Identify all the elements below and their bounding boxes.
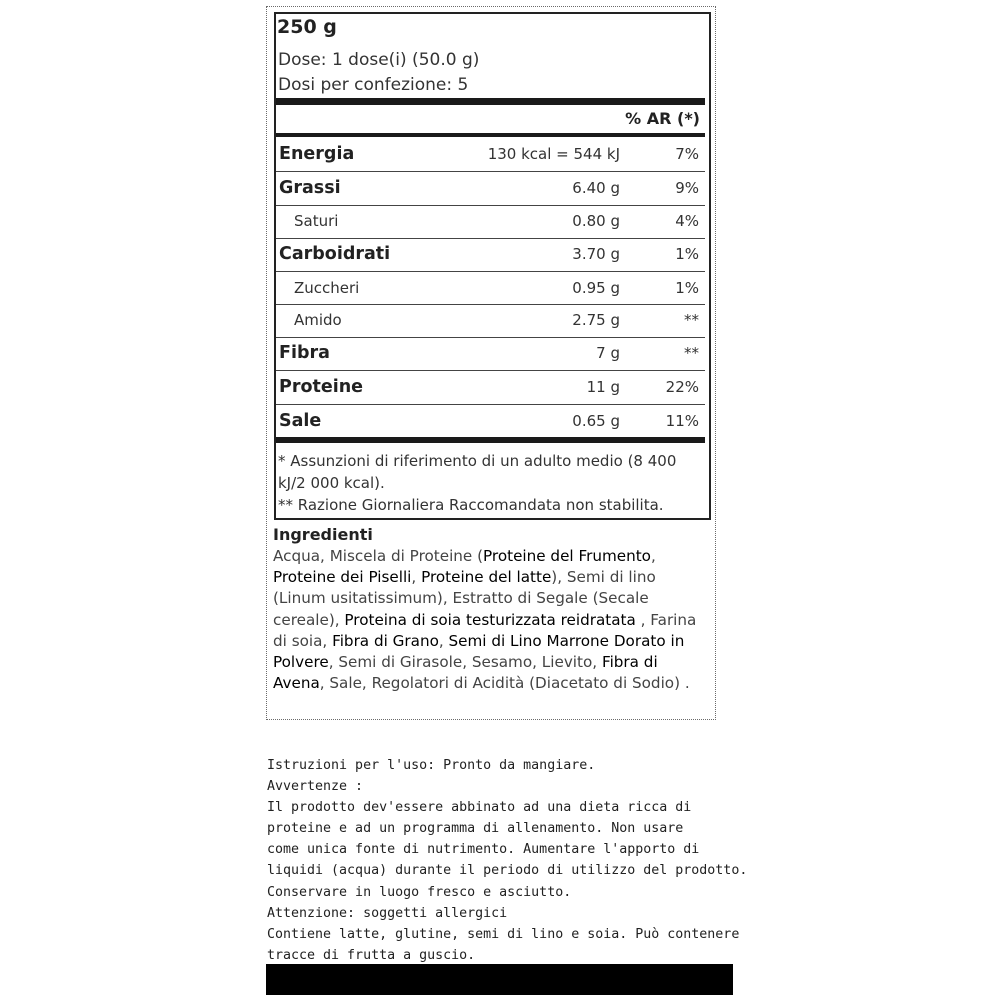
nutrient-value: 11 g	[586, 378, 620, 396]
instruction-line: Conservare in luogo fresco e asciutto.	[267, 884, 572, 900]
ingredient-allergen: Fibra di Avena	[273, 653, 658, 693]
nutrient-row-carboidrati	[276, 238, 705, 271]
nutrient-percent: 22%	[665, 378, 699, 396]
nutrient-percent: 9%	[675, 179, 699, 197]
nutrient-name: Amido	[294, 311, 342, 329]
ingredient-allergen: Proteina di soia testurizzata reidratata	[344, 610, 636, 629]
nutrient-value: 7 g	[596, 344, 620, 362]
servings-per-package: Dosi per confezione: 5	[278, 75, 469, 95]
ingredient-text: Acqua, Miscela di Proteine (	[273, 547, 484, 565]
nutrient-value: 0.80 g	[572, 212, 620, 230]
instruction-line: Attenzione: soggetti allergici	[267, 905, 508, 921]
ingredient-text: ,	[411, 568, 422, 587]
nutrient-name: Fibra	[279, 343, 330, 363]
nutrient-value: 0.65 g	[572, 412, 620, 430]
footnote-not-established: ** Razione Giornaliera Raccomandata non stabilita.	[278, 496, 664, 514]
nutrient-name: Proteine	[279, 377, 364, 397]
instruction-line: tracce di frutta a guscio.	[267, 947, 476, 963]
ingredient-allergen: Proteine dei Piselli	[273, 568, 412, 587]
nutrient-percent: 7%	[675, 145, 699, 163]
nutrient-percent: **	[684, 311, 699, 329]
instruction-line: Istruzioni per l'uso: Pronto da mangiare.	[267, 758, 596, 773]
ingredient-text: ), Semi di lino (Linum usitatissimum), Estratto di Segale (Secale cereale),	[273, 568, 656, 629]
instruction-line: Contiene latte, glutine, semi di lino e soia. Può contenere	[267, 926, 740, 942]
black-bar	[266, 964, 733, 995]
ingredient-allergen: Proteine del Frumento	[483, 547, 651, 565]
nutrient-row-fibra	[276, 337, 705, 370]
thick-divider-bottom	[276, 437, 705, 443]
instruction-line: come unica fonte di nutrimento. Aumentare l'apporto di	[267, 842, 700, 858]
instruction-line: proteine e ad un programma di allenamento. Non usare	[267, 821, 684, 837]
nutrient-name: Carboidrati	[279, 244, 391, 264]
nutrient-row-zuccheri	[276, 272, 705, 305]
nutrient-name: Saturi	[294, 212, 339, 230]
header-divider	[276, 133, 705, 137]
nutrient-value: 2.75 g	[572, 311, 620, 329]
ingredient-text: , Semi di Girasole, Sesamo, Lievito,	[328, 653, 602, 672]
thick-divider-top	[276, 98, 705, 105]
nutrient-row-proteine	[276, 371, 705, 404]
ingredient-allergen: Proteine del latte	[421, 568, 552, 587]
package-weight: 250 g	[277, 16, 337, 38]
footnotes	[278, 450, 708, 516]
nutrient-percent: 4%	[675, 212, 699, 230]
ingredient-allergen: Semi di Lino Marrone Dorato in Polvere	[273, 631, 685, 672]
nutrient-percent: 1%	[675, 279, 699, 297]
ingredient-allergen: Fibra di Grano	[332, 631, 439, 650]
nutrient-row-grassi	[276, 172, 705, 205]
ingredient-text: ,	[650, 547, 656, 565]
nutrient-row-energia	[276, 138, 705, 171]
ingredient-text: ,	[438, 631, 449, 650]
nutrient-value: 3.70 g	[572, 245, 620, 263]
nutrient-percent: 1%	[675, 245, 699, 263]
footnote-reference-intake: * Assunzioni di riferimento di un adulto medio (8 400 kJ/2 000 kcal).	[278, 452, 677, 492]
nutrient-value: 6.40 g	[572, 179, 620, 197]
reference-intake-header: % AR (*)	[625, 109, 700, 128]
nutrient-row-amido	[276, 304, 705, 337]
nutrient-name: Zuccheri	[294, 279, 360, 297]
nutrient-name: Grassi	[279, 178, 341, 198]
usage-instructions	[267, 755, 748, 966]
nutrient-percent: **	[684, 344, 699, 362]
ingredient-text: , Farina di soia,	[273, 610, 697, 650]
nutrient-value: 0.95 g	[572, 279, 620, 297]
nutrient-row-saturi	[276, 205, 705, 238]
instruction-line: Il prodotto dev'essere abbinato ad una dieta ricca di	[267, 800, 692, 816]
instruction-line: Avvertenze :	[267, 779, 364, 795]
ingredients-title: Ingredienti	[273, 525, 373, 544]
ingredient-text: , Sale, Regolatori di Acidità (Diacetato di Sodio) .	[319, 674, 690, 693]
serving-size: Dose: 1 dose(i) (50.0 g)	[278, 50, 480, 70]
nutrient-name: Sale	[279, 411, 322, 431]
instruction-line: liquidi (acqua) durante il periodo di utilizzo del prodotto.	[267, 863, 748, 879]
nutrient-percent: 11%	[665, 412, 699, 430]
nutrient-value: 130 kcal = 544 kJ	[487, 145, 620, 163]
nutrient-row-sale	[276, 405, 705, 438]
nutrient-name: Energia	[279, 144, 355, 164]
ingredients-text	[273, 546, 713, 694]
